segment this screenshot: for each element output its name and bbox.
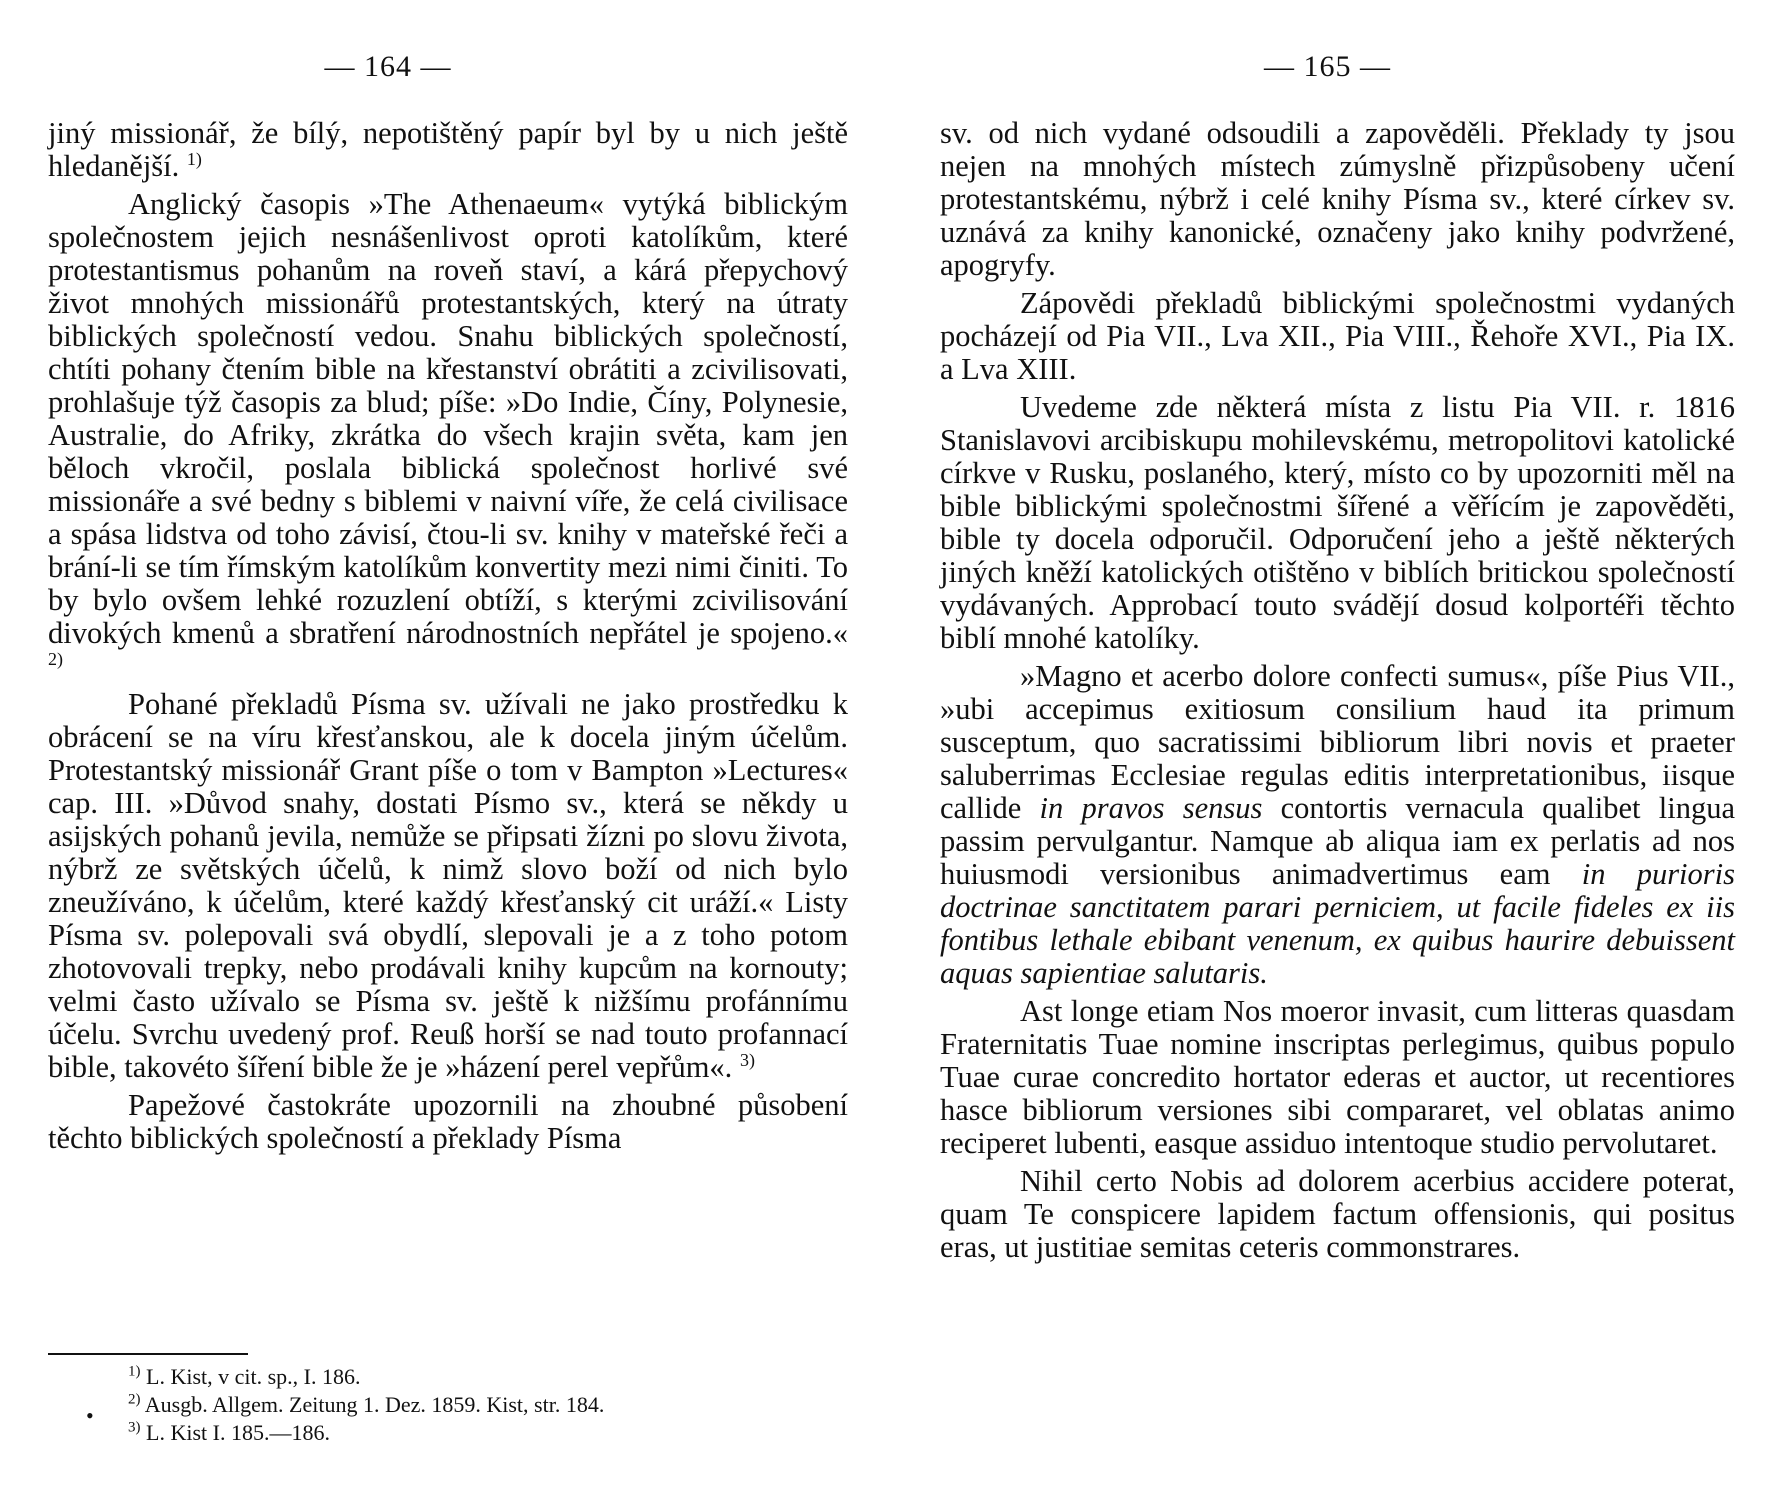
footnote-ref: 3) — [739, 1049, 755, 1070]
left-page-body — [48, 117, 848, 1155]
paragraph-text: contortis vernacula qualibet lingua passim pervulgantur. Namque ab aliqua iam ex perlatis ad nos huiusmodi versionibus animadvertimus eam — [940, 791, 1735, 891]
footnotes — [86, 1363, 848, 1447]
footnote-ref: 2) — [48, 648, 63, 669]
footnote-divider — [48, 1353, 248, 1355]
paragraph — [48, 1089, 848, 1155]
italic-phrase: in purioris doctrinae sanctitatem parari perniciem, ut facile fideles ex iis fontibus lethale ebibant venenum, ex quibus haurire debuissent aquas sapientiae salutaris. — [940, 857, 1735, 990]
page-number: — 165 — — [1264, 50, 1391, 83]
paragraph — [48, 117, 848, 183]
paragraph-text: Pohané překladů Písma sv. užívali ne jako prostředku k obrácení se na víru křesťanskou, ale k docela jiným účelům. Protestantský missionář Grant píše o tom v Bampton »Lectures« cap. III. »Důvod snahy, dostati Písmo sv., která se někdy u asijských pohanů jevila, nemůže se připsati žízni po slovu života, nýbrž ze světských účelů, k nimž slovo boží od nich bylo zneužíváno, k účelům, které každý křesťanský cit uráží.« Listy Písma sv. polepovali svá obydlí, slepovali je a z toho potom zhotovovali trepky, nebo prodávali knihy kupcům na kornouty; velmi často užívalo se Písma sv. ještě k nižšímu profánnímu účelu. Svrchu uvedený prof. Reuß horší se nad touto profannací bible, takovéto šíření bible že je »házení perel vepřům«. — [48, 687, 848, 1084]
paragraph — [48, 688, 848, 1084]
footnote — [128, 1363, 848, 1391]
footnote-text: L. Kist I. 185.—186. — [146, 1420, 330, 1445]
footnote-text: Ausgb. Allgem. Zeitung 1. Dez. 1859. Kist, str. 184. — [144, 1392, 605, 1417]
paragraph-text: jiný missionář, že bílý, nepotištěný papír byl by u nich ještě hledanější. — [48, 116, 848, 183]
paragraph: Nihil certo Nobis ad dolorem acerbius accidere poterat, quam Te conspicere lapidem factum offensionis, qui positus eras, ut justitiae semitas ceteris commonstrares. — [940, 1164, 1735, 1264]
footnote — [128, 1391, 848, 1419]
paragraph: Zápovědi překladů biblickými společnostmi vydaných pocházejí od Pia VII., Lva XII., Pia VIII., Řehoře XVI., Pia IX. a Lva XIII. — [940, 286, 1735, 386]
footnote — [128, 1419, 848, 1447]
right-page-body — [940, 117, 1735, 1264]
stray-mark: • — [86, 1403, 94, 1428]
footnote-text: L. Kist, v cit. sp., I. 186. — [146, 1364, 361, 1389]
paragraph: Ast longe etiam Nos moeror invasit, cum litteras quasdam Fraternitatis Tuae nomine inscriptas perlegimus, quibus populo Tuae curae concredito hortator ederas et auctor, ut recentiores hasce bibliorum versiones sibi compararet, vel oblatas animo reciperet lubenti, easque assiduo intentoque studio pervolutaret. — [940, 994, 1735, 1160]
paragraph-text: »Magno et acerbo dolore confecti sumus«, píše Pius VII., »ubi accepimus exitiosum consilium haud ita primum susceptum, quo sacratissimi bibliorum libri novis et praeter saluberrimas Ecclesiae regulas editis interpretationibus, iisque callide — [940, 659, 1735, 825]
footnote-mark: 3) — [128, 1419, 141, 1436]
italic-phrase: in pravos sensus — [1039, 791, 1263, 825]
footnote-ref: 1) — [186, 148, 202, 169]
paragraph: Uvedeme zde některá místa z listu Pia VII. r. 1816 Stanislavovi arcibiskupu mohilevskému, metropolitovi katolické církve v Rusku, poslaného, který, místo co by upozorniti měl na bible biblickými společnostmi šířené a věřícím je zapověděti, bible ty docela odporučil. Odporučení jeho a ještě některých jiných kněží katolických otištěno v biblích britickou společností vydávaných. Approbací touto svádějí dosud kolportéři těchto biblí mnohé katolíky. — [940, 390, 1735, 655]
latin-quote-paragraph — [940, 660, 1735, 990]
footnote-mark: 2) — [128, 1391, 141, 1408]
paragraph-text: Papežové častokráte upozornili na zhoubné působení těchto biblických společností a překlady Písma — [48, 1088, 848, 1155]
paragraph: sv. od nich vydané odsoudili a zapověděli. Překlady ty jsou nejen na mnohých místech zúmyslně přizpůsobeny učení protestantskému, nýbrž i celé knihy Písma sv., které církev sv. uznává za knihy kanonické, označeny jako knihy podvržené, apogryfy. — [940, 116, 1735, 282]
paragraph-text: Anglický časopis »The Athenaeum« vytýká biblickým společnostem jejich nesnášenlivost oproti katolíkům, které protestantismus pohanům na roveň staví, a kárá přepychový život mnohých missionářů protestantských, který na útraty biblických společností vedou. Snahu biblických společností, chtíti pohany čtením bible na křestanství obrátiti a zcivilisovati, prohlašuje týž časopis za blud; píše: »Do Indie, Číny, Polynesie, Australie, do Afriky, zkrátka do všech krajin světa, kam jen běloch vkročil, poslala biblická společnost horlivé své missionáře a své bedny s biblemi v naivní víře, že celá civilisace a spása lidstva od toho závisí, čtou-li sv. knihy v mateřské řeči a brání-li se tím římským katolíkům konvertity mezi nimi činiti. To by bylo ovšem lehké rozuzlení obtíží, s kterými zcivilisování divokých kmenů a sbratření národnostních nepřátel je spojeno.« — [48, 187, 848, 650]
paragraph — [48, 188, 848, 683]
page-number: — 164 — — [324, 50, 452, 83]
footnote-mark: 1) — [128, 1363, 141, 1380]
